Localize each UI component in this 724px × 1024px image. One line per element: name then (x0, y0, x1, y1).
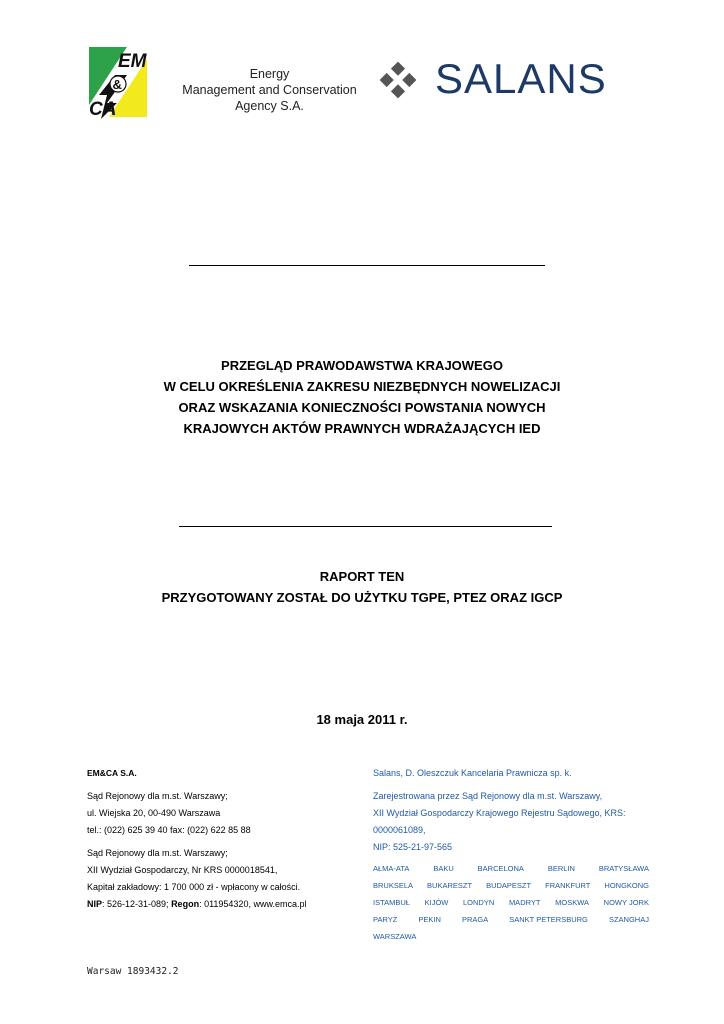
emca-mark-amp: & (112, 77, 122, 92)
nip-label: NIP (87, 899, 103, 909)
report-line: PRZYGOTOWANY ZOSTAŁ DO UŻYTKU TGPE, PTEZ ORAZ IGCP (161, 590, 563, 605)
city: FRANKFURT (545, 881, 591, 890)
salans-wordmark: SALANS (435, 55, 607, 102)
emca-mark-ca: CA (89, 99, 117, 119)
emca-text-line: Energy (249, 67, 290, 81)
divider-middle (179, 526, 552, 527)
emca-address-block (87, 788, 357, 839)
emca-text-line: Management and Conservation (182, 83, 357, 97)
emca-mark-em: EM (118, 51, 147, 72)
office-cities (373, 860, 649, 945)
report-line: RAPORT TEN (319, 569, 405, 584)
city: PEKIN (418, 915, 441, 924)
city-row (373, 860, 649, 877)
registration-line: XII Wydział Gospodarczy Krajowego Rejestru Sądowego, KRS: (373, 808, 626, 818)
city: MADRYT (508, 898, 541, 907)
registration-line: Zarejestrowana przez Sąd Rejonowy dla m.st. Warszawy, (373, 791, 603, 801)
city-row (373, 928, 649, 945)
emca-company-name: EM&CA S.A. (87, 768, 137, 778)
city: BUKARESZT (427, 881, 473, 890)
city: WARSZAWA (373, 932, 417, 941)
registration-line: NIP: 525-21-97-565 (373, 842, 453, 852)
city-row (373, 877, 649, 894)
regon-label: Regon (171, 899, 200, 909)
city: PRAGA (461, 915, 489, 924)
address-line: ul. Wiejska 20, 00-490 Warszawa (87, 808, 221, 818)
salans-diamond-icon (377, 59, 419, 101)
report-note (90, 566, 634, 608)
city: BAKU (433, 864, 454, 873)
city: SZANGHAJ (608, 915, 649, 924)
document-reference: Warsaw 1893432.2 (87, 966, 179, 977)
regon-value: : 011954320, www.emca.pl (199, 899, 307, 909)
city: BRUKSELA (373, 881, 414, 890)
city: SANKT PETERSBURG (509, 915, 588, 924)
title-line: W CELU OKREŚLENIA ZAKRESU NIEZBĘDNYCH NOWELIZACJI (163, 379, 561, 394)
city-row (373, 894, 649, 911)
divider-top (189, 265, 545, 266)
emca-logo-text (177, 66, 362, 114)
city: ISTAMBUŁ (373, 898, 410, 907)
title-line: ORAZ WSKAZANIA KONIECZNOŚCI POWSTANIA NOWYCH (178, 400, 546, 415)
nip-regon-line (87, 896, 357, 913)
city-row (373, 911, 649, 928)
emca-company-info (87, 765, 357, 913)
title-line: PRZEGLĄD PRAWODAWSTWA KRAJOWEGO (221, 358, 503, 373)
salans-company-name: Salans, D. Oleszczuk Kancelaria Prawnicza sp. k. (373, 768, 572, 778)
address-line: Sąd Rejonowy dla m.st. Warszawy; (87, 791, 228, 801)
registration-line: XII Wydział Gospodarczy, Nr KRS 0000018541, (87, 865, 278, 875)
city: NOWY JORK (603, 898, 649, 907)
city: BARCELONA (477, 864, 524, 873)
title-line: KRAJOWYCH AKTÓW PRAWNYCH WDRAŻAJĄCYCH IED (183, 421, 541, 436)
registration-line: 0000061089, (373, 825, 426, 835)
document-date: 18 maja 2011 r. (316, 712, 408, 727)
city: MOSKWA (555, 898, 590, 907)
address-line: tel.: (022) 625 39 40 fax: (022) 622 85 88 (87, 825, 251, 835)
document-title (90, 355, 634, 439)
registration-line: Sąd Rejonowy dla m.st. Warszawy; (87, 848, 228, 858)
salans-company-info (373, 765, 649, 945)
salans-registration-block (373, 788, 649, 856)
city: LONDYN (463, 898, 495, 907)
city: AŁMA-ATA (373, 864, 410, 873)
emca-logo (87, 33, 360, 125)
emca-registration-block (87, 845, 357, 913)
city: HONGKONG (604, 881, 649, 890)
nip-value: : 526-12-31-089; (102, 899, 172, 909)
city: PARYŻ (373, 915, 398, 924)
city: BUDAPESZT (486, 881, 532, 890)
emca-text-line: Agency S.A. (235, 99, 304, 113)
salans-logo (377, 56, 627, 106)
city: KIJÓW (424, 898, 449, 907)
city: BERLIN (547, 864, 575, 873)
registration-line: Kapitał zakładowy: 1 700 000 zł - wpłacony w całości. (87, 882, 301, 892)
city: BRATYSŁAWA (598, 864, 649, 873)
emca-logo-mark (87, 45, 149, 119)
